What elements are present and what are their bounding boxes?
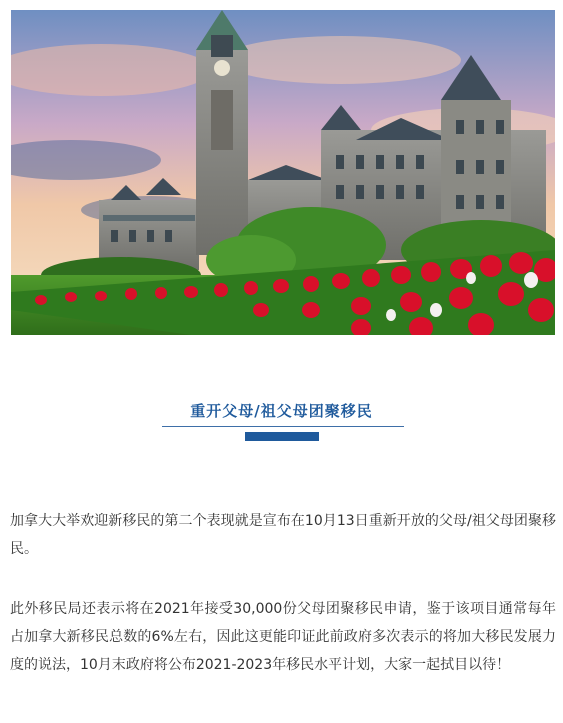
title-divider [162, 426, 404, 427]
hero-image [11, 10, 555, 335]
section-title: 重开父母/祖父母团聚移民 [190, 402, 373, 420]
paragraph-reunification: 加拿大大举欢迎新移民的第二个表现就是宣布在10月13日重新开放的父母/祖父母团聚移民。 [10, 513, 556, 557]
paragraph-immigration-plan: 此外移民局还表示将在2021年接受30,000份父母团聚移民申请，鉴于该项目通常每年占加拿大新移民总数的6%左右，因此这更能印证此前政府多次表示的将加大移民发展力度的说法，10月末政府将公布2021-2023年移民水平计划，大家一起拭目以待！ [10, 601, 556, 673]
title-accent-bar [245, 432, 319, 441]
